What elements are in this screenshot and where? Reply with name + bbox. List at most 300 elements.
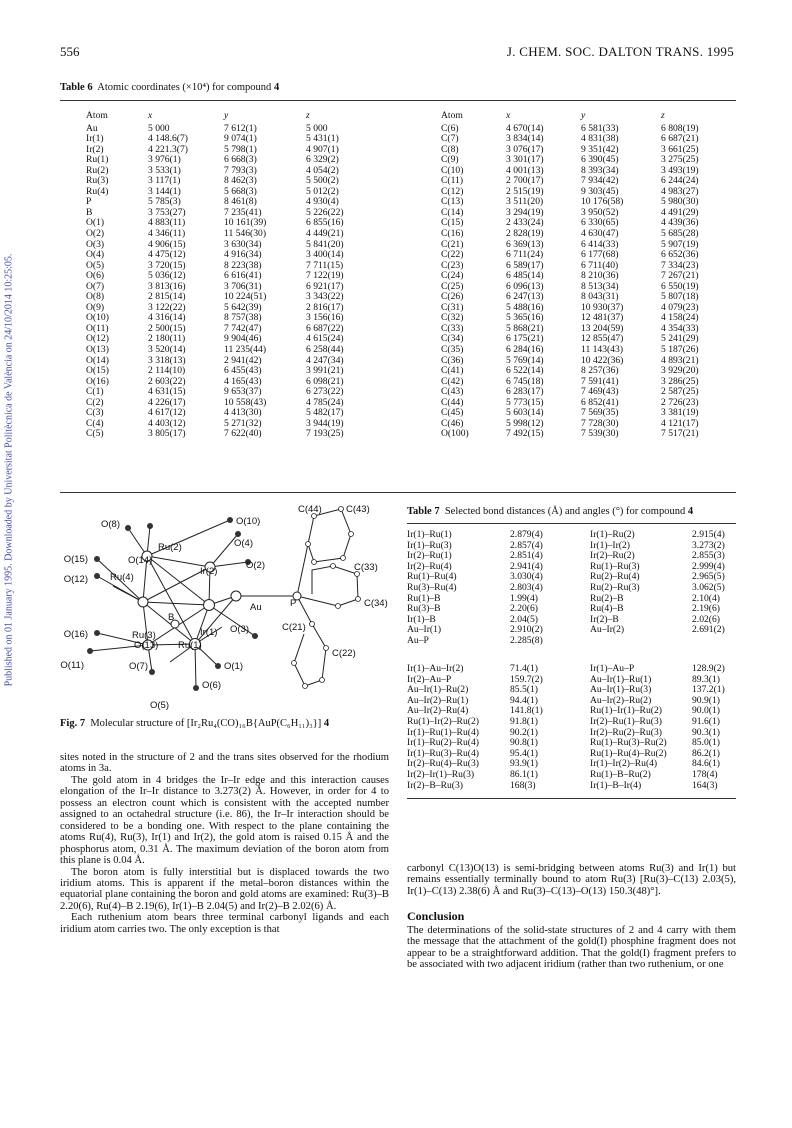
label-o12: O(12): [63, 574, 88, 585]
table6-right-cell: 7 469(43): [581, 386, 619, 398]
label-o10: O(10): [236, 516, 261, 527]
table6-left-cell: 2 500(15): [148, 322, 186, 334]
table6-right-cell: 6 711(40): [581, 259, 619, 271]
table6-right-cell: 7 539(30): [581, 428, 619, 440]
table6-right-cell: 6 390(45): [581, 154, 619, 166]
table7-distance-row: [407, 625, 737, 636]
table6-right-cell: 5 773(15): [506, 396, 544, 408]
table6-right-cell: C(44): [441, 396, 464, 408]
table6-right-cell: 2 433(24): [506, 217, 544, 229]
table6-left-cell: 4 449(21): [306, 228, 344, 240]
figure7-caption: [60, 718, 329, 729]
table7-distance-cell: Ru(4)–B: [590, 603, 624, 615]
table6-left-cell: 8 223(38): [224, 259, 262, 271]
label-o13: O(13): [134, 640, 159, 651]
table6-right-cell: 10 422(36): [581, 354, 624, 366]
conclusion-para: The determinations of the solid-state structures of 2 and 4 carry with them the message that the attachment of the gold(I) phosphine fragment does not appear to be a straightforward addition. That the gold(I) fragment prefers to be associated with two adjacent iridium (rather than two ruthenium, or one: [407, 924, 736, 971]
table7-angle-cell: Ir(1)–B–Ir(4): [590, 779, 642, 791]
table7-angle-cell: 84.6(1): [692, 758, 720, 770]
left-para-2: The gold atom in 4 bridges the Ir–Ir edge and this interaction causes elongation of the Ir–Ir distance to 3.273(2) Å. However, in order for 4 to possess an electron count which is consistent with the accepted number assigned to an octahedral structure (i.e. 86), the Ir–Ir interaction should be considered to be a bonding one. With respect to the plane containing the atoms Ru(4), Ru(3), Ir(1) and Ir(2), the gold atom is raised 0.15 Å and the phosphorus atom, 0.31 Å. The maximum deviation of the boron atom from this plane is 0.04 Å.: [60, 774, 389, 867]
table6-left-row: [86, 345, 366, 356]
table6-left-cell: 4 475(12): [148, 249, 186, 261]
table6-left-cell: 3 318(13): [148, 354, 186, 366]
table7-angle-cell: Ir(1)–Ru(2)–Ru(4): [407, 737, 479, 749]
table7-distance-cell: Ir(1)–Ir(2): [590, 539, 630, 551]
label-c34: C(34): [364, 598, 388, 609]
table7-angle-cell: Ru(1)–Ir(2)–Ru(2): [407, 715, 479, 727]
table7-angle-cell: 164(3): [692, 779, 718, 791]
table7-angle-cell: Ir(2)–B–Ru(3): [407, 779, 463, 791]
table6-right-cell: 2 726(23): [661, 396, 699, 408]
table6-left-cell: C(3): [86, 407, 104, 419]
table7-distance-cell: 2.691(2): [692, 624, 725, 636]
table6-left-cell: 3 520(14): [148, 344, 186, 356]
table7-angle-cell: Ir(2)–Ir(1)–Ru(3): [407, 768, 475, 780]
table6-right-cell: 6 485(14): [506, 270, 544, 282]
label-o2: O(2): [246, 560, 265, 571]
table6-left-cell: 6 455(43): [224, 365, 262, 377]
table6-right-cell: 3 294(19): [506, 206, 544, 218]
table6-left-cell: 4 906(15): [148, 238, 186, 250]
table6-left-cell: 3 400(14): [306, 249, 344, 261]
table7-angle-cell: 85.5(1): [510, 684, 538, 696]
label-ir2: Ir(2): [200, 566, 218, 577]
table6-right-cell: 6 414(33): [581, 238, 619, 250]
table6-right-cell: 13 204(59): [581, 322, 624, 334]
table6-right-cell: C(36): [441, 354, 464, 366]
figure7-compound: 4: [323, 718, 330, 729]
table6-left-cell: 8 462(3): [224, 175, 257, 187]
table6-left-cell: 4 316(14): [148, 312, 186, 324]
table6-left-cell: 4 907(1): [306, 143, 339, 155]
table7-distance-cell: Ru(1)–Ru(3): [590, 560, 640, 572]
table6-right-cell: 5 998(12): [506, 417, 544, 429]
figure7-structure: [50, 496, 390, 714]
table7-distance-row: [407, 541, 737, 552]
right-para-1: carbonyl C(13)O(13) is semi-bridging between atoms Ru(3) and Ir(1) but remains essentially terminally bound to atom Ru(3) [Ru(3)–C(13) 2.03(5), Ir(1)–C(13) 2.38(6) Å and Ru(3)–C(13)–O(13) 150.3(48)°].: [407, 863, 736, 897]
table6-right-cell: C(32): [441, 312, 464, 324]
table7-angle-cell: Ir(2)–Au–P: [407, 673, 452, 685]
table7-angle-cell: 86.1(1): [510, 768, 538, 780]
table7-angle-cell: Ir(1)–Ru(1)–Ru(4): [407, 726, 479, 738]
table7-angle-cell: 91.6(1): [692, 715, 720, 727]
table6-left-cell: 5 642(39): [224, 301, 262, 313]
table7-angle-cell: 137.2(1): [692, 684, 725, 696]
table7-top-rule: [407, 523, 736, 524]
table6-right-cell: 5 807(18): [661, 291, 699, 303]
label-ru4: Ru(4): [110, 572, 134, 583]
label-ir1: Ir(1): [200, 627, 218, 638]
table6-right-cell: 2 515(19): [506, 185, 544, 197]
table6-compound: 4: [273, 82, 280, 93]
table7-angle-cell: 90.3(1): [692, 726, 720, 738]
table7-angle-cell: Au–Ir(1)–Ru(3): [590, 684, 652, 696]
table6-right-cell: 6 096(13): [506, 280, 544, 292]
table6-right-cell: 8 257(36): [581, 365, 619, 377]
table7-distance-row: [407, 551, 737, 562]
table6-right-cell: 5 365(16): [506, 312, 544, 324]
journal-header: J. CHEM. SOC. DALTON TRANS. 1995: [506, 44, 734, 59]
table7-angle-cell: Ir(2)–Ru(1)–Ru(3): [590, 715, 662, 727]
table7-distance-cell: 2.915(4): [692, 529, 725, 540]
table6-right-cell: 6 589(17): [506, 259, 544, 271]
table6-left-cell: 4 148.6(7): [148, 133, 188, 145]
table6-left-cell: 7 742(47): [224, 322, 262, 334]
table6-right-cell: 4 893(21): [661, 354, 699, 366]
table6-left-cell: O(2): [86, 228, 105, 240]
table6-right-cell: 4 439(36): [661, 217, 699, 229]
table6-header-x-right: x: [506, 110, 511, 121]
table6-right-cell: 6 175(21): [506, 333, 544, 345]
table6-right-cell: C(13): [441, 196, 464, 208]
table6-header-atom: Atom: [86, 110, 108, 121]
table6-right-cell: 6 284(16): [506, 344, 544, 356]
table6-left-cell: 4 226(17): [148, 396, 186, 408]
page-number: 556: [60, 44, 80, 59]
table6-right-cell: 7 267(21): [661, 270, 699, 282]
table7-angles: [407, 664, 737, 791]
table7-distance-cell: 2.04(5): [510, 613, 538, 625]
table6-top-rule: [60, 100, 736, 101]
table6-right-cell: C(46): [441, 417, 464, 429]
table7-distance-cell: [590, 636, 692, 647]
table6-left-cell: C(5): [86, 428, 104, 440]
table6-right-cell: 4 354(33): [661, 322, 699, 334]
table7-distance-cell: Ru(3)–Ru(4): [407, 581, 457, 593]
table6-left-cell: O(16): [86, 375, 109, 387]
table7-angle-cell: 71.4(1): [510, 663, 538, 674]
table6-right-cell: 3 076(17): [506, 143, 544, 155]
table7-angle-cell: Ir(1)–Au–Ir(2): [407, 663, 464, 674]
figure7-label: Fig. 7: [60, 718, 86, 729]
table6-left-cell: 2 180(11): [148, 333, 186, 345]
table6-left-row: [86, 229, 366, 240]
table7-angle-cell: 95.4(1): [510, 747, 538, 759]
table6-left-cell: 3 533(1): [148, 164, 181, 176]
label-b: B: [168, 612, 175, 623]
table6-right-cell: 4 831(38): [581, 133, 619, 145]
label-c21: C(21): [282, 622, 306, 633]
table6-right-cell: 12 481(37): [581, 312, 624, 324]
table7-distance-cell: 2.879(4): [510, 529, 543, 540]
table7-distance-cell: Au–P: [407, 634, 429, 646]
table6-left-cell: 2 941(42): [224, 354, 262, 366]
table6-left-cell: P: [86, 196, 92, 208]
table6-left-cell: 5 012(2): [306, 185, 339, 197]
table6-left-cell: O(5): [86, 259, 105, 271]
table6-left-cell: O(12): [86, 333, 109, 345]
left-para-3: The boron atom is fully interstitial but is displaced towards the two iridium atoms. This is apparent if the metal–boron distances within the equatorial plane containing the boron and gold atoms are examined: Ru(3)–B 2.20(6), Ru(4)–B 2.19(6), Ir(1)–B 2.04(5) and Ir(2)–B 2.02(6) Å.: [60, 866, 389, 912]
label-o5: O(5): [150, 700, 169, 711]
table6-right-cell: 3 286(25): [661, 375, 699, 387]
table6-right-cell: C(23): [441, 259, 464, 271]
table7-distances: [407, 530, 737, 647]
table7-distance-cell: Ru(3)–B: [407, 603, 441, 615]
label-o16: O(16): [63, 629, 88, 640]
label-p: P: [290, 598, 297, 609]
table6-right-cell: C(14): [441, 206, 464, 218]
table6-left-cell: Ir(2): [86, 143, 104, 155]
table6-right-cell: C(16): [441, 228, 464, 240]
table7-angle-cell: Ir(2)–Ru(4)–Ru(3): [407, 758, 479, 770]
table6-right-cell: 6 244(24): [661, 175, 699, 187]
table6-left-cell: 4 403(12): [148, 417, 186, 429]
table6-right-cell: 5 241(29): [661, 333, 699, 345]
table6-right-cell: 3 301(17): [506, 154, 544, 166]
table6-left-cell: Ru(3): [86, 175, 109, 187]
table7-distance-cell: 2.20(6): [510, 603, 538, 615]
table7-distance-cell: 2.857(4): [510, 539, 543, 551]
table6-right-cell: C(24): [441, 270, 464, 282]
table7-angle-cell: 159.7(2): [510, 673, 543, 685]
table7-distance-cell: Ru(1)–B: [407, 592, 441, 604]
table7-distance-cell: 2.02(6): [692, 613, 720, 625]
table7-distance-cell: 1.99(4): [510, 592, 538, 604]
table7-distance-cell: 3.030(4): [510, 571, 543, 583]
label-ru1: Ru(1): [178, 640, 202, 651]
table6-right-cell: 7 569(35): [581, 407, 619, 419]
label-au: Au: [250, 602, 262, 613]
table6-right-cell: C(21): [441, 238, 464, 250]
label-ru3: Ru(3): [132, 630, 156, 641]
table6-left-cell: 3 117(1): [148, 175, 181, 187]
table6-left-cell: O(3): [86, 238, 105, 250]
table7-distance-cell: 2.803(4): [510, 581, 543, 593]
table6-right-cell: 7 934(42): [581, 175, 619, 187]
table6-right-cell: 11 143(43): [581, 344, 624, 356]
table6-right-cell: C(31): [441, 301, 464, 313]
table6-left-cell: 3 991(21): [306, 365, 344, 377]
table6-right-cell: C(25): [441, 280, 464, 292]
table6-right-cell: 8 513(34): [581, 280, 619, 292]
table6-left-cell: O(10): [86, 312, 109, 324]
table7-distance-cell: Ru(2)–B: [590, 592, 624, 604]
table6-left-cell: 11 235(44): [224, 344, 267, 356]
table7-distance-row: [407, 636, 737, 647]
table6-right-cell: 3 950(52): [581, 206, 619, 218]
table6-left-cell: 7 122(19): [306, 270, 344, 282]
table7-angle-cell: 85.0(1): [692, 737, 720, 749]
table6-left-cell: 6 855(16): [306, 217, 344, 229]
table7-distance-cell: Ir(2)–Ru(2): [590, 550, 635, 562]
table6-right-cell: 2 587(25): [661, 386, 699, 398]
table6-left-cell: 4 346(11): [148, 228, 186, 240]
table6-right-cell: 3 929(20): [661, 365, 699, 377]
table6-left-cell: 3 976(1): [148, 154, 181, 166]
table7-distance-cell: Ir(1)–Ru(2): [590, 529, 635, 540]
table6-left-cell: 4 413(30): [224, 407, 262, 419]
table7-caption: [407, 506, 693, 517]
table7-distance-cell: 2.999(4): [692, 560, 725, 572]
table7-distance-row: [407, 615, 737, 626]
table6-right-cell: 7 591(41): [581, 375, 619, 387]
table6-left-cell: 5 668(3): [224, 185, 257, 197]
table6-right-cell: 3 381(19): [661, 407, 699, 419]
table6-left-cell: 3 630(34): [224, 238, 262, 250]
table6-right: [441, 111, 726, 440]
table6-left-cell: 5 000: [306, 122, 328, 134]
table7-distance-cell: Ru(2)–Ru(3): [590, 581, 640, 593]
table6-left-cell: 7 711(15): [306, 259, 344, 271]
table6-header-x: x: [148, 110, 153, 121]
table6-right-cell: 6 687(21): [661, 133, 699, 145]
table7-angle-cell: Au–Ir(2)–Ru(1): [407, 694, 469, 706]
table6-header-y: y: [224, 110, 229, 121]
table7-distance-cell: [692, 636, 737, 647]
table7-angle-cell: Ir(1)–Ir(2)–Ru(4): [590, 758, 658, 770]
table7-angle-cell: Au–Ir(1)–Ru(2): [407, 684, 469, 696]
table6-left-cell: O(7): [86, 280, 105, 292]
table6-left-cell: 9 653(37): [224, 386, 262, 398]
table6-left-cell: 6 273(22): [306, 386, 344, 398]
table7-distance-row: [407, 594, 737, 605]
table6-right-cell: C(34): [441, 333, 464, 345]
label-c43: C(43): [346, 504, 370, 515]
table6-left-cell: O(15): [86, 365, 109, 377]
table6-left-cell: Ir(1): [86, 133, 104, 145]
table7-angle-row: [407, 781, 737, 792]
table6-right-cell: 7 517(21): [661, 428, 699, 440]
table6-header-atom-right: Atom: [441, 110, 463, 121]
table6-right-row: [441, 429, 726, 440]
table6-left-cell: Ru(4): [86, 185, 109, 197]
table6-left-cell: 8 757(38): [224, 312, 262, 324]
table6-left-cell: 2 816(17): [306, 301, 344, 313]
table6-left-cell: 5 482(17): [306, 407, 344, 419]
table6-left-cell: 6 258(44): [306, 344, 344, 356]
table6-left-cell: 6 668(3): [224, 154, 257, 166]
table6-right-cell: 8 043(31): [581, 291, 619, 303]
left-column-text: [60, 752, 389, 935]
table7-distance-cell: 2.285(8): [510, 634, 543, 646]
table6-left-cell: 9 904(46): [224, 333, 262, 345]
table6-right-cell: 4 001(13): [506, 164, 544, 176]
table6-left-cell: 3 720(15): [148, 259, 186, 271]
table6-right-cell: C(42): [441, 375, 464, 387]
table6-right-cell: 4 121(17): [661, 417, 699, 429]
table6-left-row: [86, 429, 366, 440]
table6-right-cell: 6 745(18): [506, 375, 544, 387]
table6-right-cell: 6 522(14): [506, 365, 544, 377]
table6-right-cell: 5 868(21): [506, 322, 544, 334]
table6-right-cell: 6 652(36): [661, 249, 699, 261]
table6-right-cell: 4 079(23): [661, 301, 699, 313]
table6-right-cell: C(11): [441, 175, 464, 187]
table7-angle-cell: Au–Ir(2)–Ru(4): [407, 705, 469, 717]
table6-left-cell: 5 000: [148, 122, 170, 134]
table7-distance-cell: Ru(2)–Ru(4): [590, 571, 640, 583]
table6-left-cell: 3 144(1): [148, 185, 181, 197]
table6-left-cell: 5 500(2): [306, 175, 339, 187]
table6-left-cell: O(1): [86, 217, 105, 229]
table6-right-cell: 5 187(26): [661, 344, 699, 356]
table6-right-cell: 9 303(45): [581, 185, 619, 197]
table7-distance-cell: Au–Ir(1): [407, 624, 442, 636]
table6-right-cell: 5 980(30): [661, 196, 699, 208]
table7-distance-row: [407, 604, 737, 615]
table7-angle-cell: Ir(1)–Ru(3)–Ru(4): [407, 747, 479, 759]
table6-right-cell: 5 685(28): [661, 228, 699, 240]
table7-distance-cell: 2.941(4): [510, 560, 543, 572]
table7-distance-cell: 2.855(3): [692, 550, 725, 562]
table6-left-cell: 2 114(10): [148, 365, 186, 377]
table6-left-cell: 6 687(22): [306, 322, 344, 334]
table6-left-cell: 3 944(19): [306, 417, 344, 429]
table7-label: Table 7: [407, 506, 440, 517]
table6-right-cell: 2 700(17): [506, 175, 544, 187]
table7-angle-cell: 168(3): [510, 779, 536, 791]
table7-compound: 4: [687, 506, 694, 517]
table6-left-cell: 4 221.3(7): [148, 143, 188, 155]
table6-left-cell: Ru(1): [86, 154, 109, 166]
table6-left-cell: O(8): [86, 291, 105, 303]
right-column-text: [407, 863, 736, 971]
table7-angle-cell: 89.3(1): [692, 673, 720, 685]
table7-angle-cell: 86.2(1): [692, 747, 720, 759]
table7-distance-cell: Ir(2)–Ru(4): [407, 560, 452, 572]
table7-distance-cell: 2.851(4): [510, 550, 543, 562]
table7-distance-cell: Ir(2)–Ru(1): [407, 550, 452, 562]
table6-left-cell: 7 622(40): [224, 428, 262, 440]
table6-right-cell: 12 855(47): [581, 333, 624, 345]
label-c22: C(22): [332, 648, 356, 659]
table7-distance-cell: Ir(1)–Ru(3): [407, 539, 452, 551]
table6-right-cell: O(100): [441, 428, 469, 440]
table6-right-row: [441, 345, 726, 356]
table6-left-cell: C(1): [86, 386, 104, 398]
table7-angle-cell: 90.0(1): [692, 705, 720, 717]
conclusion-heading: Conclusion: [407, 909, 465, 924]
table7-angle-cell: 90.8(1): [510, 737, 538, 749]
table6-left-cell: 5 798(1): [224, 143, 257, 155]
table6-right-cell: C(7): [441, 133, 459, 145]
table6-header-z: z: [306, 110, 310, 121]
table7-distance-cell: Au–Ir(2): [590, 624, 625, 636]
label-o6: O(6): [202, 680, 221, 691]
table7-angle-cell: 94.4(1): [510, 694, 538, 706]
table6-left-cell: C(4): [86, 417, 104, 429]
table6-left-cell: 8 461(8): [224, 196, 257, 208]
table6-right-cell: 6 808(19): [661, 122, 699, 134]
table7-distance-row: [407, 530, 737, 541]
table6-right-cell: 4 491(29): [661, 206, 699, 218]
table6-right-cell: 5 603(14): [506, 407, 544, 419]
table7-angle-cell: 91.8(1): [510, 715, 538, 727]
table6-right-cell: 6 330(65): [581, 217, 619, 229]
table6-right-cell: 9 351(42): [581, 143, 619, 155]
table6-right-cell: 4 983(27): [661, 185, 699, 197]
table6-right-cell: C(26): [441, 291, 464, 303]
table6-right-cell: C(33): [441, 322, 464, 334]
table6-left-cell: 6 921(17): [306, 280, 344, 292]
table6-right-cell: 6 247(13): [506, 291, 544, 303]
table6-right-cell: 3 275(25): [661, 154, 699, 166]
table6-bottom-rule: [60, 492, 736, 493]
label-o3: O(3): [230, 624, 249, 635]
table6-left-cell: 11 546(30): [224, 228, 267, 240]
table6-left-cell: 3 156(16): [306, 312, 344, 324]
table6-left-cell: 6 616(41): [224, 270, 262, 282]
label-c33: C(33): [354, 562, 378, 573]
table6-right-cell: C(8): [441, 143, 459, 155]
table6-right-cell: 7 334(23): [661, 259, 699, 271]
table7-angle-cell: 90.2(1): [510, 726, 538, 738]
table6-left-cell: 10 224(51): [224, 291, 267, 303]
table6-left-cell: 3 706(31): [224, 280, 262, 292]
table6-label: Table 6: [60, 82, 93, 93]
table7-distance-cell: 2.965(5): [692, 571, 725, 583]
table6-left-cell: 3 343(22): [306, 291, 344, 303]
